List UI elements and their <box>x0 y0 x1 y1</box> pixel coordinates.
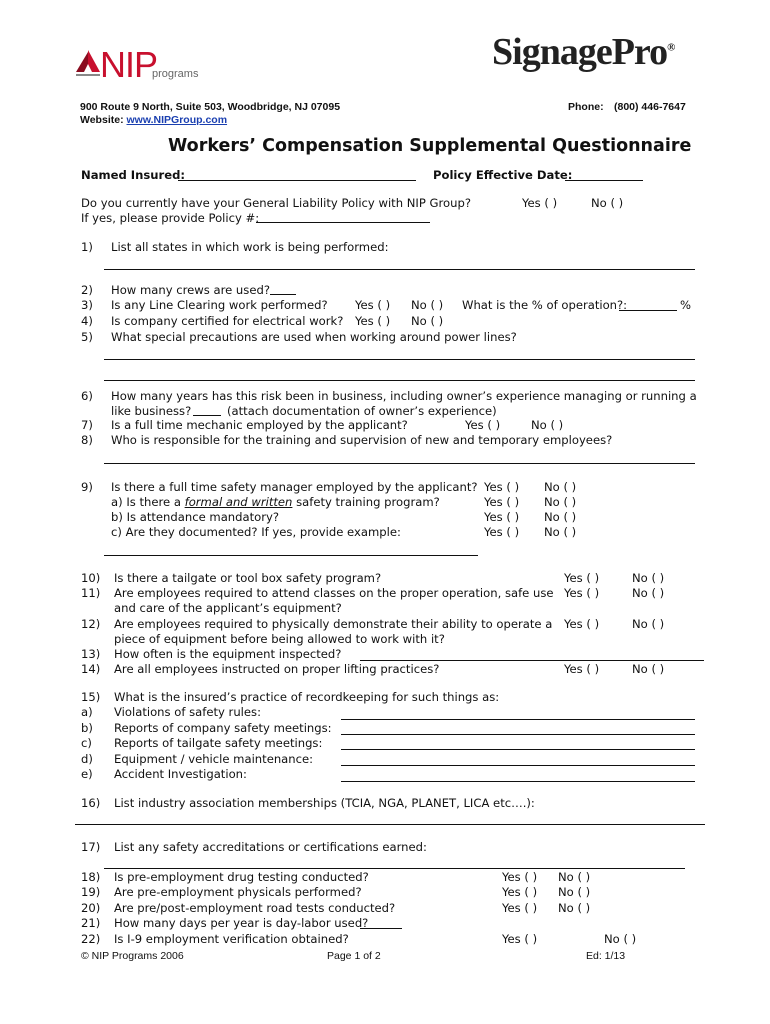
q15-text: What is the insured’s practice of recordkeeping for such things as: <box>114 690 500 704</box>
q20-yes[interactable]: Yes ( ) <box>502 901 538 915</box>
q22-num: 22) <box>81 932 101 946</box>
q10-yes[interactable]: Yes ( ) <box>564 571 600 585</box>
q11-yes[interactable]: Yes ( ) <box>564 586 600 600</box>
q9-text: Is there a full time safety manager employed by the applicant? <box>111 480 478 494</box>
q14-text: Are all employees instructed on proper lifting practices? <box>114 662 440 676</box>
nip-logo-text: NIP <box>100 44 158 85</box>
q10-no[interactable]: No ( ) <box>632 571 665 585</box>
q21-num: 21) <box>81 916 101 930</box>
q9c-text: c) Are they documented? If yes, provide example: <box>111 525 401 539</box>
q15b-letter: b) <box>81 721 93 735</box>
q11-num: 11) <box>81 586 101 600</box>
q20-text: Are pre/post-employment road tests conducted? <box>114 901 396 915</box>
q9c-no[interactable]: No ( ) <box>544 525 577 539</box>
q11-text2: and care of the applicant’s equipment? <box>114 601 342 615</box>
q4-num: 4) <box>81 314 93 328</box>
named-insured-label: Named Insured: <box>81 168 186 182</box>
q11-text: Are employees required to attend classes on the proper operation, safe use <box>114 586 554 600</box>
q12-num: 12) <box>81 617 101 631</box>
q9b-text: b) Is attendance mandatory? <box>111 510 280 524</box>
q14-num: 14) <box>81 662 101 676</box>
named-insured-line[interactable] <box>178 180 416 181</box>
nip-logo-programs: programs <box>152 68 199 80</box>
q6-num: 6) <box>81 389 93 403</box>
q9b-no[interactable]: No ( ) <box>544 510 577 524</box>
q7-no[interactable]: No ( ) <box>531 418 564 432</box>
q15a-text: Violations of safety rules: <box>114 705 261 719</box>
q22-text: Is I-9 employment verification obtained? <box>114 932 349 946</box>
q4-no[interactable]: No ( ) <box>411 314 444 328</box>
footer-edition: Ed: 1/13 <box>586 950 626 962</box>
q15d-line[interactable] <box>341 765 695 766</box>
page-title: Workers’ Compensation Supplemental Questionnaire <box>168 136 692 156</box>
q9-no[interactable]: No ( ) <box>544 480 577 494</box>
q12-text: Are employees required to physically demonstrate their ability to operate a <box>114 617 553 631</box>
q5-answer-line-1[interactable] <box>104 359 695 360</box>
q21-answer-line[interactable] <box>360 928 402 929</box>
address: 900 Route 9 North, Suite 503, Woodbridge, NJ 07095 <box>80 101 341 113</box>
q18-num: 18) <box>81 870 101 884</box>
q12-yes[interactable]: Yes ( ) <box>564 617 600 631</box>
website-link[interactable]: www.NIPGroup.com <box>126 114 228 126</box>
q15c-text: Reports of tailgate safety meetings: <box>114 736 323 750</box>
q15d-letter: d) <box>81 752 93 766</box>
q15-num: 15) <box>81 690 101 704</box>
q16-text: List industry association memberships (TCIA, NGA, PLANET, LICA etc….): <box>114 796 535 810</box>
q15b-text: Reports of company safety meetings: <box>114 721 332 735</box>
q19-num: 19) <box>81 885 101 899</box>
q6-answer-line[interactable] <box>193 415 221 416</box>
q1-num: 1) <box>81 240 93 254</box>
gl-question: Do you currently have your General Liability Policy with NIP Group? <box>81 196 471 210</box>
q17-text: List any safety accreditations or certifications earned: <box>114 840 427 854</box>
q5-answer-line-2[interactable] <box>104 380 695 381</box>
q16-num: 16) <box>81 796 101 810</box>
q5-text: What special precautions are used when working around power lines? <box>111 330 517 344</box>
q9a-yes[interactable]: Yes ( ) <box>484 495 520 509</box>
gl-policy-label: If yes, please provide Policy #: <box>81 211 260 225</box>
q10-num: 10) <box>81 571 101 585</box>
q3-yes[interactable]: Yes ( ) <box>355 298 391 312</box>
q17-answer-line[interactable] <box>104 868 685 869</box>
q7-text: Is a full time mechanic employed by the applicant? <box>111 418 408 432</box>
q3-extra: What is the % of operation?: <box>462 298 628 312</box>
q7-num: 7) <box>81 418 93 432</box>
q2-num: 2) <box>81 283 93 297</box>
q6-text2b: (attach documentation of owner’s experience) <box>227 404 497 418</box>
gl-policy-line[interactable] <box>256 222 430 223</box>
q3-no[interactable]: No ( ) <box>411 298 444 312</box>
q9a-text: a) Is there a formal and written safety training program? <box>111 495 440 509</box>
q22-no[interactable]: No ( ) <box>604 932 637 946</box>
q15e-line[interactable] <box>341 781 695 782</box>
q3-text: Is any Line Clearing work performed? <box>111 298 328 312</box>
q8-text: Who is responsible for the training and supervision of new and temporary employees? <box>111 433 613 447</box>
q18-no[interactable]: No ( ) <box>558 870 591 884</box>
q16-answer-line[interactable] <box>75 824 705 825</box>
q15b-line[interactable] <box>341 734 695 735</box>
q17-num: 17) <box>81 840 101 854</box>
q2-answer-line[interactable] <box>270 294 296 295</box>
q1-answer-line[interactable] <box>104 269 695 270</box>
q15a-letter: a) <box>81 705 93 719</box>
nip-logo <box>74 44 214 84</box>
q18-yes[interactable]: Yes ( ) <box>502 870 538 884</box>
q9-num: 9) <box>81 480 93 494</box>
q9-yes[interactable]: Yes ( ) <box>484 480 520 494</box>
q12-no[interactable]: No ( ) <box>632 617 665 631</box>
nip-logo-mark-icon <box>74 48 102 80</box>
q13-text: How often is the equipment inspected? <box>114 647 342 661</box>
q9c-yes[interactable]: Yes ( ) <box>484 525 520 539</box>
q15c-letter: c) <box>81 736 92 750</box>
q9b-yes[interactable]: Yes ( ) <box>484 510 520 524</box>
q5-num: 5) <box>81 330 93 344</box>
q6-text: How many years has this risk been in business, including owner’s experience managing or running a <box>111 389 697 403</box>
q15e-text: Accident Investigation: <box>114 767 247 781</box>
q3-num: 3) <box>81 298 93 312</box>
q7-yes[interactable]: Yes ( ) <box>465 418 501 432</box>
q20-num: 20) <box>81 901 101 915</box>
q15c-line[interactable] <box>341 749 695 750</box>
signagepro-logo: SignagePro® <box>492 31 675 73</box>
footer-copyright: © NIP Programs 2006 <box>81 950 184 962</box>
website-label: Website: <box>80 114 124 126</box>
q10-text: Is there a tailgate or tool box safety program? <box>114 571 382 585</box>
q15d-text: Equipment / vehicle maintenance: <box>114 752 314 766</box>
q18-text: Is pre-employment drug testing conducted? <box>114 870 369 884</box>
q19-no[interactable]: No ( ) <box>558 885 591 899</box>
website-row <box>80 114 227 126</box>
q2-text: How many crews are used? <box>111 283 270 297</box>
q3-pct: % <box>680 298 692 312</box>
q14-no[interactable]: No ( ) <box>632 662 665 676</box>
q19-text: Are pre-employment physicals performed? <box>114 885 362 899</box>
q3-pct-line[interactable] <box>619 310 677 311</box>
phone-number: (800) 446-7647 <box>614 101 686 113</box>
phone-label: Phone: <box>568 101 604 113</box>
q12-text2: piece of equipment before being allowed to work with it? <box>114 632 445 646</box>
q19-yes[interactable]: Yes ( ) <box>502 885 538 899</box>
gl-yes[interactable]: Yes ( ) <box>522 196 558 210</box>
q9a-no[interactable]: No ( ) <box>544 495 577 509</box>
q1-text: List all states in which work is being performed: <box>111 240 389 254</box>
q20-no[interactable]: No ( ) <box>558 901 591 915</box>
q13-answer-line[interactable] <box>360 660 704 661</box>
q21-text: How many days per year is day-labor used? <box>114 916 369 930</box>
q4-text: Is company certified for electrical work? <box>111 314 344 328</box>
q22-yes[interactable]: Yes ( ) <box>502 932 538 946</box>
q9c-answer-line[interactable] <box>104 555 478 556</box>
policy-effective-label: Policy Effective Date: <box>433 168 573 182</box>
q13-num: 13) <box>81 647 101 661</box>
q6-text2a: like business? <box>111 404 192 418</box>
q11-no[interactable]: No ( ) <box>632 586 665 600</box>
q8-answer-line[interactable] <box>104 463 695 464</box>
q8-num: 8) <box>81 433 93 447</box>
q15e-letter: e) <box>81 767 93 781</box>
q15a-line[interactable] <box>341 719 695 720</box>
footer-page: Page 1 of 2 <box>327 950 381 962</box>
q14-yes[interactable]: Yes ( ) <box>564 662 600 676</box>
gl-no[interactable]: No ( ) <box>591 196 624 210</box>
policy-effective-line[interactable] <box>565 180 643 181</box>
q4-yes[interactable]: Yes ( ) <box>355 314 391 328</box>
